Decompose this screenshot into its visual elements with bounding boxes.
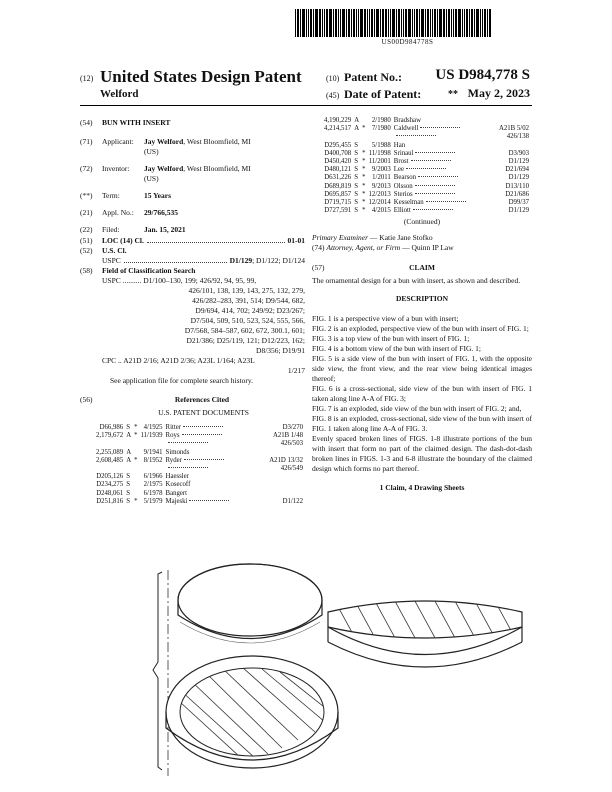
header-code-45: (45) (326, 91, 340, 100)
reference-name (394, 133, 499, 141)
reference-name: Simonds (165, 448, 190, 456)
reference-kind: A (354, 117, 360, 124)
reference-num (96, 440, 126, 448)
reference-row (96, 440, 306, 448)
reference-date: 4/2015 (371, 207, 391, 215)
reference-row (96, 490, 306, 498)
inventor-label: Inventor: (102, 164, 130, 173)
uspc-classifications (80, 276, 305, 356)
reference-kind: S (126, 481, 130, 489)
loc-label: LOC (14) Cl. (102, 236, 144, 245)
reference-num: D727,591 (324, 207, 352, 215)
bracket-shape (153, 572, 162, 770)
reference-num: D689,819 (324, 182, 352, 190)
description-body (312, 314, 532, 474)
reference-cls (269, 490, 306, 498)
reference-cls: D3/270 (282, 424, 303, 431)
design-title: BUN WITH INSERT (102, 118, 171, 127)
reference-num: D205,126 (96, 473, 124, 481)
field-code-58: (58) (80, 266, 93, 275)
description-paragraph: FIG. 6 is a cross-sectional, side view of the bun with insert of FIG. 1 taken along line A-A of FIG. 3; (312, 384, 532, 404)
filed-label: Filed: (102, 225, 120, 234)
reference-date: 11/2001 (368, 158, 391, 166)
field-code-term: (**) (80, 191, 93, 200)
reference-row (96, 473, 306, 481)
inventor-location: , West Bloomfield, MI (183, 164, 251, 173)
applicant-name: Jay Welford (144, 137, 184, 146)
reference-cls: D1/122 (282, 497, 303, 505)
claim-heading: CLAIM (409, 263, 435, 273)
reference-date: 5/1979 (143, 497, 163, 505)
reference-cls: A21B 1/48 (272, 432, 303, 440)
uspc-lines-line: 426/282–283, 391, 514; D9/544, 682, (192, 296, 305, 305)
examiner-name: — Katie Jane Stofko (368, 233, 433, 243)
reference-num (324, 133, 354, 141)
reference-kind: S (126, 424, 130, 431)
reference-num: 2,608,485 (96, 456, 124, 464)
search-history-note: See application file for complete search history. (110, 376, 254, 385)
reference-row (324, 133, 532, 141)
description-paragraph: FIG. 2 is an exploded, perspective view of the bun with insert of FIG. 1; (312, 324, 529, 334)
reference-name-text: Ritter (165, 424, 182, 431)
reference-kind: S (354, 166, 358, 174)
reference-cls: A21D 13/32 (269, 456, 303, 464)
field-code-52: (52) (80, 246, 93, 255)
applicant-location: , West Bloomfield, MI (183, 137, 251, 146)
reference-name (394, 125, 499, 133)
reference-cls: D1/129 (508, 207, 529, 215)
reference-date (141, 465, 166, 473)
reference-name: Bradshaw (393, 117, 421, 124)
reference-star: * (134, 497, 138, 505)
term-value: 15 Years (144, 191, 172, 200)
reference-row (324, 142, 532, 150)
reference-num: D480,121 (324, 166, 352, 174)
reference-star: * (134, 456, 138, 464)
reference-num: 4,214,517 (324, 125, 352, 133)
reference-cls: D99/37 (508, 199, 529, 207)
reference-name (166, 465, 270, 473)
reference-name-text: Srinaul (393, 149, 414, 157)
reference-name (394, 183, 499, 191)
reference-name-text: Elliott (393, 207, 411, 215)
barcode-text: US00D984778S (381, 38, 434, 46)
reference-name (166, 432, 270, 440)
reference-star: * (362, 182, 366, 190)
field-code-22: (22) (80, 225, 93, 234)
field-code-72: (72) (80, 164, 93, 173)
reference-cls: 426/503 (280, 440, 303, 448)
reference-star: * (362, 190, 366, 198)
reference-name: Kosecoff (165, 481, 191, 489)
reference-name (166, 498, 270, 506)
reference-name-text: Sterios (393, 190, 413, 198)
reference-date (141, 440, 166, 448)
description-paragraph: FIG. 7 is an exploded, side view of the bun with insert of FIG. 2; and, (312, 404, 522, 414)
reference-date: 6/1966 (143, 473, 163, 481)
cpc-classifications (80, 356, 305, 376)
attorney-name: — Quinn IP Law (400, 243, 454, 253)
uspc-lines-line: D21/386; D25/119, 121; D12/223, 162; (186, 336, 305, 345)
reference-name (166, 440, 270, 448)
reference-cls: D21/686 (505, 190, 529, 198)
uspc-lines-line: D9/694, 414, 702; 249/92; D23/267; (195, 306, 305, 315)
reference-name-text: Majeski (165, 497, 188, 505)
reference-name-text: Lee (393, 166, 404, 174)
reference-date: 11/1998 (368, 149, 391, 157)
applicant-country: (US) (144, 147, 159, 156)
reference-date: 6/1978 (143, 489, 163, 497)
reference-kind: S (354, 190, 358, 198)
inventor-short: Welford (100, 88, 139, 100)
uspc-lines-line: D8/356; D19/91 (256, 346, 305, 355)
reference-date: 1/2011 (372, 174, 391, 182)
left-column (80, 118, 305, 506)
reference-name-text: Bearson (393, 174, 417, 182)
field-code-56: (56) (80, 395, 93, 404)
patent-no-label: Patent No.: (344, 70, 402, 84)
field-code-21: (21) (80, 208, 93, 217)
reference-num: D251,816 (96, 497, 124, 505)
reference-row (96, 432, 306, 440)
reference-kind: S (354, 199, 358, 207)
description-paragraph: Evenly spaced broken lines of FIGS. 1-8 illustrate portions of the bun with insert that form no part of the claimed design. The dash-dot-dash broken lines in FIGS. 1-3 and 6-8 illustrate the boundary of the claimed design which forms no part thereof. (312, 434, 532, 474)
reference-date: 9/2003 (371, 166, 391, 174)
reference-row (324, 174, 532, 182)
reference-cls: A21B 5/02 (498, 125, 529, 133)
appl-no-label: Appl. No.: (102, 208, 134, 217)
reference-star: * (362, 174, 366, 182)
reference-star: * (362, 149, 366, 157)
reference-name (394, 166, 499, 174)
reference-date (369, 133, 394, 141)
reference-num: D450,420 (324, 158, 352, 166)
reference-kind: S (354, 158, 358, 166)
reference-num: 2,255,089 (96, 448, 124, 456)
reference-star: * (362, 199, 366, 207)
reference-row (324, 166, 532, 174)
reference-num: D295,455 (324, 141, 352, 149)
reference-cls (269, 449, 306, 457)
examiner-label: Primary Examiner (312, 233, 369, 243)
reference-kind: A (126, 456, 132, 464)
reference-kind: A (126, 432, 132, 440)
reference-name-text: Olsson (393, 182, 413, 190)
applicant-label: Applicant: (102, 137, 134, 146)
header-code-12: (12) (80, 74, 94, 83)
cpc-lines-line: CPC .. A21D 2/16; A21D 2/36; A23L 1/164; A23L (102, 356, 255, 365)
bun-bottom-drawing (166, 656, 338, 768)
description-paragraph: FIG. 4 is a bottom view of the bun with insert of FIG. 1; (312, 344, 481, 354)
reference-star: * (362, 125, 366, 133)
reference-star: * (134, 424, 138, 431)
left-references-table (96, 424, 306, 506)
patent-number: US D984,778 S (435, 67, 530, 83)
reference-row (324, 183, 532, 191)
reference-kind: S (354, 149, 358, 157)
reference-row (324, 199, 532, 207)
patent-drawing-figure (150, 552, 540, 787)
reference-name: Han (393, 141, 406, 149)
reference-kind: S (126, 489, 130, 497)
reference-name (394, 191, 499, 199)
reference-row (96, 449, 306, 457)
reference-num (96, 465, 126, 473)
reference-cls: 426/549 (280, 465, 303, 473)
reference-cls: D3/903 (508, 149, 529, 157)
reference-kind (126, 440, 134, 448)
reference-row (96, 457, 306, 465)
reference-num: D695,857 (324, 190, 352, 198)
uspc-lines-line: D7/568, 584–587, 602, 672, 300.1, 601; (184, 326, 305, 335)
reference-row (324, 158, 532, 166)
reference-num: D400,708 (324, 149, 352, 157)
reference-cls (269, 473, 306, 481)
reference-row (324, 191, 532, 199)
reference-num: 2,179,672 (96, 432, 124, 440)
reference-row (324, 150, 532, 158)
reference-date: 2/1975 (143, 481, 163, 489)
uspc-primary: D1/129 (229, 256, 253, 265)
reference-star: * (362, 207, 366, 215)
reference-name: Haessler (165, 473, 189, 481)
reference-kind: A (354, 125, 360, 133)
term-label: Term: (102, 191, 120, 200)
field-search-label: Field of Classification Search (102, 266, 196, 275)
claims-sheets-summary: 1 Claim, 4 Drawing Sheets (379, 483, 465, 493)
reference-cls: 426/138 (506, 133, 529, 141)
reference-kind: S (126, 497, 130, 505)
us-cl-label: U.S. Cl. (102, 246, 127, 255)
reference-name: Bangert (165, 489, 188, 497)
reference-name-text: Caldwell (393, 125, 419, 133)
header-code-10: (10) (326, 74, 340, 83)
reference-cls (499, 142, 532, 150)
filed-value: Jan. 15, 2021 (144, 225, 186, 234)
date-label: Date of Patent: (344, 87, 422, 101)
reference-kind: S (354, 141, 358, 149)
inventor-name: Jay Welford (144, 164, 184, 173)
attorney-label: Attorney, Agent, or Firm (326, 243, 401, 253)
right-references-table (324, 117, 532, 215)
uspc-label: USPC (102, 256, 121, 265)
continued-label: (Continued) (403, 217, 441, 227)
reference-cls: D21/694 (505, 166, 529, 174)
reference-cls (499, 117, 532, 125)
reference-date: 11/1939 (140, 432, 163, 440)
field-code-51: (51) (80, 236, 93, 245)
reference-row (96, 465, 306, 473)
references-cited-label: References Cited (174, 395, 230, 404)
reference-date: 2/1980 (371, 117, 391, 124)
bun-top-drawing (178, 564, 322, 643)
reference-date: 4/1925 (143, 424, 163, 431)
field-code-54: (54) (80, 118, 93, 127)
date-of-patent: May 2, 2023 (467, 86, 530, 100)
reference-row (96, 424, 306, 432)
reference-num: D631,226 (324, 174, 352, 182)
reference-cls: D13/110 (505, 182, 529, 190)
date-marker: ** (448, 89, 458, 100)
field-code-74: (74) (312, 243, 325, 253)
description-paragraph: FIG. 3 is a top view of the bun with insert of FIG. 1; (312, 334, 470, 344)
uspc-lines-line: D7/504, 509, 510, 523, 524, 555, 566, (190, 316, 305, 325)
appl-no-value: 29/766,535 (144, 208, 178, 217)
reference-num: D234,275 (96, 481, 124, 489)
reference-kind (354, 133, 362, 141)
reference-name (394, 158, 499, 166)
field-code-71: (71) (80, 137, 93, 146)
reference-date: 8/1952 (143, 456, 163, 464)
description-paragraph: FIG. 5 is a side view of the bun with insert of FIG. 1, with the opposite side view, the front view, and the rear view being identical images thereof; (312, 354, 532, 384)
us-patent-documents-heading: U.S. PATENT DOCUMENTS (158, 408, 249, 417)
reference-name-text: Roys (165, 432, 180, 440)
reference-name-text: Kesselman (393, 199, 424, 207)
loc-value: 01-01 (287, 236, 305, 245)
reference-date: 9/2013 (371, 182, 391, 190)
reference-num: 4,190,229 (324, 117, 352, 124)
reference-star: * (134, 432, 138, 440)
bun-side-view-drawing (328, 592, 522, 667)
reference-kind: S (354, 182, 358, 190)
reference-row (324, 117, 532, 125)
document-title: United States Design Patent (100, 67, 302, 86)
reference-date: 9/1941 (143, 448, 163, 456)
barcode (295, 9, 520, 37)
reference-star: * (362, 158, 366, 166)
reference-row (324, 207, 532, 215)
reference-row (324, 125, 532, 133)
reference-row (96, 481, 306, 489)
reference-date: 12/2014 (368, 199, 391, 207)
reference-name-text: Ryder (165, 456, 182, 464)
reference-name (166, 457, 270, 465)
reference-num: D248,061 (96, 489, 124, 497)
reference-name (394, 199, 499, 207)
header-rule (80, 105, 532, 106)
description-paragraph: FIG. 8 is an exploded, cross-sectional, side view of the bun with insert of FIG. 1 taken along line A-A of FIG. 3. (312, 414, 532, 434)
reference-cls: D1/129 (508, 174, 529, 182)
reference-kind: S (354, 207, 358, 215)
uspc-lines-line: USPC .......... D1/100–130, 199; 426/92, 94, 95, 99, (102, 276, 257, 285)
claim-text: The ornamental design for a bun with insert, as shown and described. (312, 276, 521, 286)
reference-name-text: Brost (393, 158, 409, 166)
reference-date: 5/1988 (371, 141, 391, 149)
reference-name (394, 150, 499, 158)
reference-row (96, 498, 306, 506)
reference-star: * (362, 166, 366, 174)
reference-cls (269, 481, 306, 489)
reference-date: 12/2013 (368, 190, 391, 198)
right-column (312, 117, 532, 493)
inventor-country: (US) (144, 174, 159, 183)
reference-kind: A (126, 448, 132, 456)
cpc-lines-line: 1/217 (287, 366, 305, 375)
uspc-lines-line: 426/101, 138, 139, 143, 275, 132, 279, (188, 286, 305, 295)
reference-name (394, 207, 499, 215)
description-paragraph: FIG. 1 is a perspective view of a bun with insert; (312, 314, 459, 324)
reference-kind (126, 465, 134, 473)
reference-num: D719,715 (324, 199, 352, 207)
reference-cls: D1/129 (508, 158, 529, 166)
description-heading: DESCRIPTION (395, 294, 449, 304)
uspc-secondary: ; D1/122; D1/124 (252, 256, 305, 265)
reference-kind: S (126, 473, 130, 481)
reference-date: 7/1980 (371, 125, 391, 133)
field-code-57: (57) (312, 263, 325, 273)
reference-kind: S (354, 174, 358, 182)
reference-num: D66,986 (99, 424, 124, 431)
reference-name (394, 174, 499, 182)
reference-name (166, 424, 270, 432)
